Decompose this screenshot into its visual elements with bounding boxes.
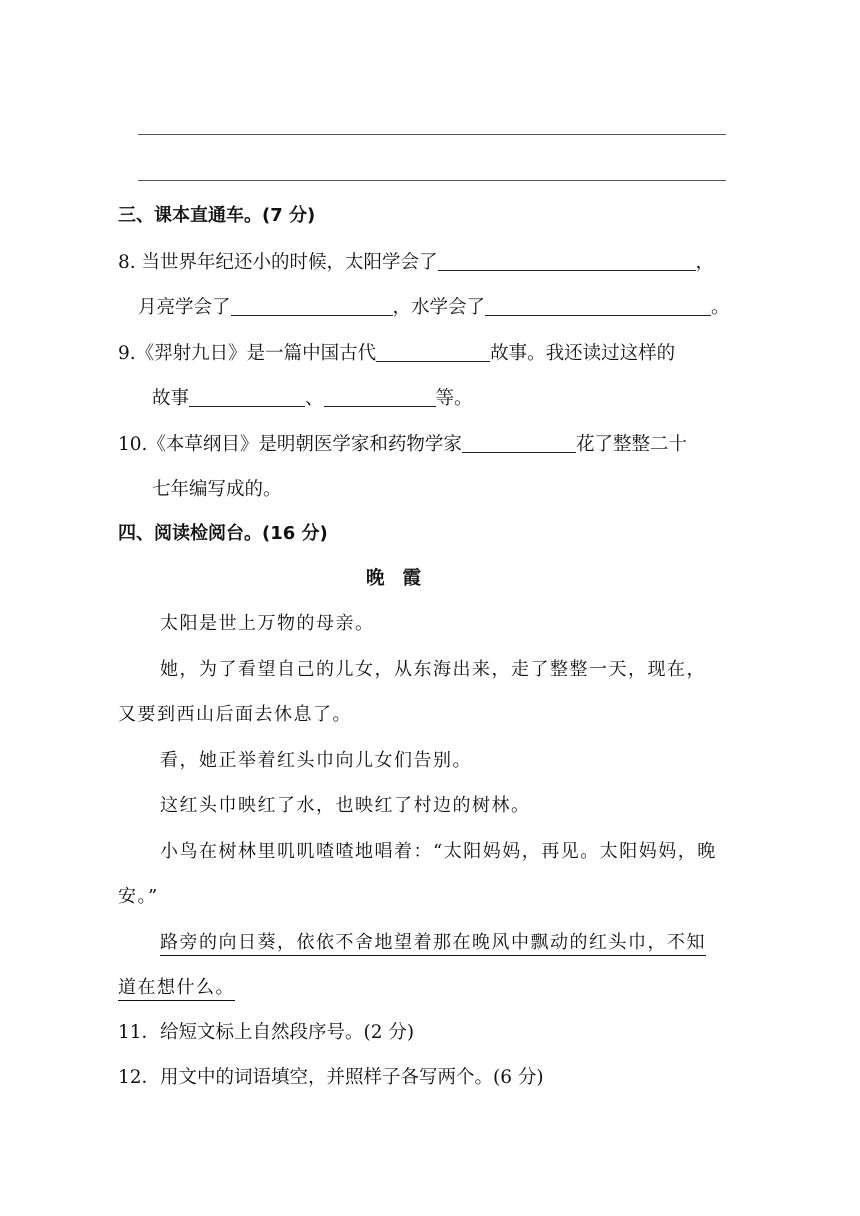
answer-blank[interactable] [462, 434, 576, 453]
paragraph-2-line-2: 又要到西山后面去休息了。 [118, 704, 352, 725]
answer-blank[interactable] [376, 343, 490, 362]
section-heading: 三、课本直通车。(7 分) [118, 205, 316, 226]
paragraph-1: 太阳是世上万物的母亲。 [160, 613, 375, 634]
answer-line [138, 134, 726, 135]
answer-blank[interactable] [189, 388, 305, 407]
question-text: 8. 当世界年纪还小的时候，太阳学会了 [118, 252, 438, 273]
question-10-line-2: 七年编写成的。 [152, 479, 282, 500]
passage-title: 晚 霞 [366, 568, 422, 589]
paragraph-3: 看，她正举着红头巾向儿女们告别。 [160, 750, 472, 771]
question-12: 12．用文中的词语填空，并照样子各写两个。(6 分) [118, 1067, 544, 1088]
paragraph-5-line-2: 安。” [118, 886, 159, 907]
paragraph-4: 这红头巾映红了水，也映红了村边的树林。 [160, 795, 531, 816]
answer-line [138, 180, 726, 181]
answer-blank[interactable] [438, 252, 696, 271]
paragraph-5-line-1: 小鸟在树林里叽叽喳喳地唱着：“太阳妈妈，再见。太阳妈妈，晚 [160, 841, 717, 862]
question-9-line-1: 9.《羿射九日》是一篇中国古代 故事。我还读过这样的 [118, 343, 676, 364]
question-11: 11．给短文标上自然段序号。(2 分) [118, 1022, 415, 1043]
section-heading: 四、阅读检阅台。(16 分) [118, 523, 328, 544]
answer-blank[interactable] [485, 297, 711, 316]
question-10-line-1: 10.《本草纲目》是明朝医学家和药物学家 花了整整二十 [118, 434, 687, 455]
paragraph-6-line-1: 路旁的向日葵，依依不舍地望着那在晚风中飘动的红头巾，不知 [160, 932, 706, 953]
question-9-line-2: 故事 、 等。 [152, 388, 473, 409]
answer-blank[interactable] [231, 297, 393, 316]
paragraph-2-line-1: 她，为了看望自己的儿女，从东海出来，走了整整一天，现在， [160, 659, 706, 680]
question-8-line-1: 8. 当世界年纪还小的时候，太阳学会了 ， [118, 252, 715, 273]
question-8-line-2: 月亮学会了 ，水学会了 。 [138, 297, 730, 318]
paragraph-6-line-2: 道在想什么。 [118, 977, 235, 998]
answer-blank[interactable] [324, 388, 436, 407]
